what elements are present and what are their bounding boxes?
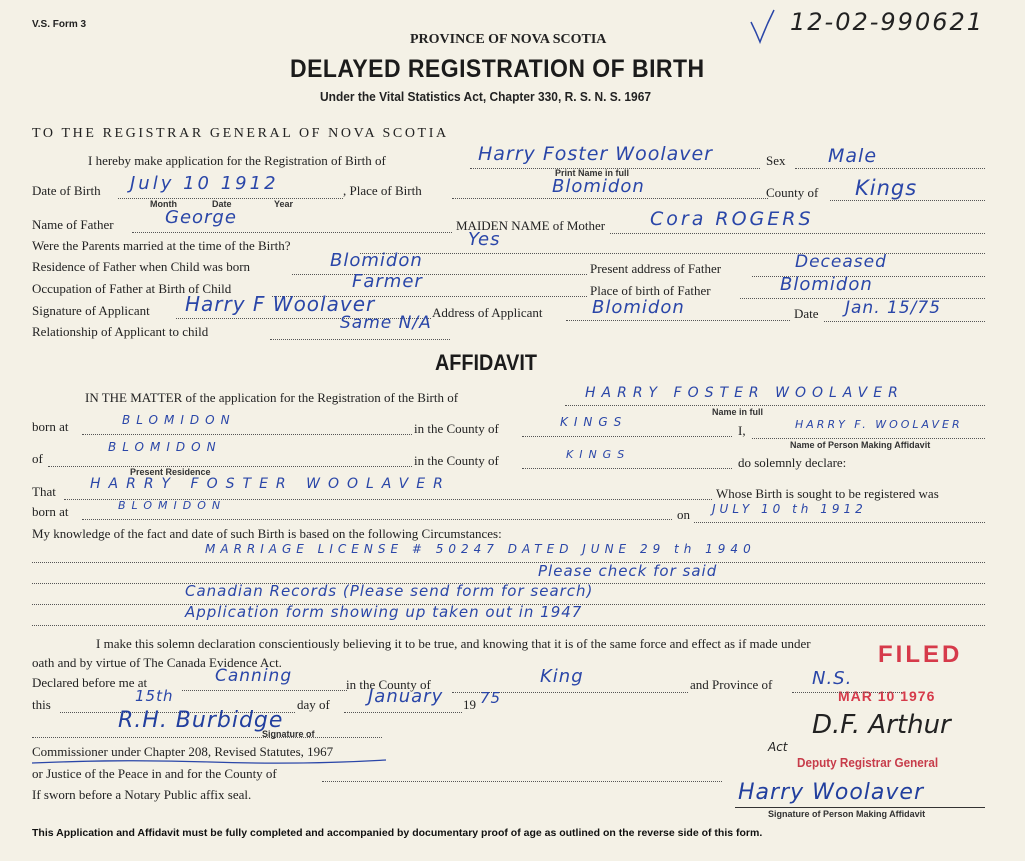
application-date-label: Date: [794, 306, 819, 321]
print-name-caption: Print Name in full: [555, 168, 630, 178]
dob-value: July 10 1912: [130, 173, 279, 194]
i-label: I,: [738, 423, 746, 438]
declared-month-value: January: [368, 686, 444, 707]
deputy-registrar-signature: D.F. Arthur: [812, 710, 951, 740]
province-heading: PROVINCE OF NOVA SCOTIA: [410, 32, 607, 47]
subject-name: HARRY FOSTER WOOLAVER: [585, 385, 904, 401]
affiant-name: HARRY F. WOOLAVER: [795, 418, 963, 431]
born-at-label: born at: [32, 419, 69, 434]
declared-county-value: King: [540, 666, 584, 687]
born-at-value-2: BLOMIDON: [118, 499, 227, 512]
born-at-value: BLOMIDON: [122, 413, 236, 427]
father-residence-value: Blomidon: [330, 250, 423, 271]
on-value: JULY 10 th 1912: [712, 502, 867, 516]
deputy-registrar-stamp: Deputy Registrar General: [797, 755, 939, 770]
date-caption: Date: [212, 199, 232, 209]
applicant-address-value: Blomidon: [592, 297, 685, 318]
solemn-declaration-line-1: I make this solemn declaration conscientiously believing it to be true, and knowing that it is of the same force and effect as if made under: [96, 636, 811, 651]
declared-place-value: Canning: [215, 666, 293, 686]
of-label: of: [32, 451, 43, 466]
present-residence-caption: Present Residence: [130, 467, 211, 477]
form-number: V.S. Form 3: [32, 19, 87, 30]
mother-maiden-label: MAIDEN NAME of Mother: [456, 218, 606, 233]
circumstance-line-1: MARRIAGE LICENSE # 50247 DATED JUNE 29 th 1940: [205, 542, 756, 556]
matter-text: IN THE MATTER of the application for the Registration of the Birth of: [85, 390, 459, 405]
year-caption: Year: [274, 199, 294, 209]
mother-maiden-value: Cora ROGERS: [650, 208, 814, 230]
place-of-birth-label: , Place of Birth: [343, 183, 422, 198]
affiant-signature-caption: Signature of Person Making Affidavit: [768, 809, 926, 819]
circumstance-line-4: Application form showing up taken out in 1947: [185, 603, 583, 621]
parents-married-value: Yes: [468, 229, 501, 250]
relationship-value: Same N/A: [340, 313, 432, 333]
in-county-label-2: in the County of: [414, 453, 499, 468]
registration-number: 12-02-990621: [790, 8, 985, 36]
in-county-label: in the County of: [414, 421, 499, 436]
circumstance-line-2: Please check for said: [538, 562, 718, 580]
applicant-signature: Harry F Woolaver: [185, 292, 376, 316]
filed-date-stamp: MAR 10 1976: [838, 688, 936, 704]
whose-birth-label: Whose Birth is sought to be registered was: [716, 486, 939, 501]
applicant-address-label: Address of Applicant: [432, 305, 543, 320]
on-label: on: [677, 507, 690, 522]
notary-label: If sworn before a Notary Public affix seal.: [32, 787, 252, 802]
sex-label: Sex: [766, 153, 786, 168]
father-name-value: George: [165, 207, 237, 228]
relationship-label: Relationship of Applicant to child: [32, 324, 209, 339]
month-caption: Month: [150, 199, 177, 209]
present-residence-value: BLOMIDON: [108, 440, 222, 454]
name-in-full-caption: Name in full: [712, 407, 764, 417]
application-date-value: Jan. 15/75: [845, 298, 942, 318]
justice-label: or Justice of the Peace in and for the County of: [32, 766, 277, 781]
day-of-label: day of: [297, 697, 330, 712]
county-label: County of: [766, 185, 819, 200]
present-address-label: Present address of Father: [590, 261, 722, 276]
applicant-signature-label: Signature of Applicant: [32, 303, 150, 318]
affiant-name-caption: Name of Person Making Affidavit: [790, 440, 931, 450]
present-address-value: Deceased: [795, 252, 887, 272]
deputy-registrar-initials: Act: [768, 740, 788, 754]
year-prefix: 19: [463, 697, 476, 712]
form-title: DELAYED REGISTRATION OF BIRTH: [290, 55, 705, 83]
declare-label: do solemnly declare:: [738, 455, 847, 470]
commissioner-label: Commissioner under Chapter 208, Revised Statutes, 1967: [32, 744, 334, 759]
father-occupation-value: Farmer: [352, 271, 423, 292]
declared-label: Declared before me at: [32, 675, 148, 690]
declared-day-value: 15th: [135, 687, 174, 705]
residence-county-value: KINGS: [566, 448, 631, 461]
check-mark-icon: [748, 8, 778, 48]
father-birthplace-label: Place of birth of Father: [590, 283, 711, 298]
circumstance-line-3: Canadian Records (Please send form for search): [185, 582, 594, 600]
in-county-label-3: in the County of: [346, 677, 431, 692]
father-residence-label: Residence of Father when Child was born: [32, 259, 251, 274]
application-intro: I hereby make application for the Registration of Birth of: [88, 153, 386, 168]
county-value: Kings: [855, 176, 918, 200]
that-label: That: [32, 484, 56, 499]
declared-year-value: 75: [480, 689, 502, 707]
that-value: HARRY FOSTER WOOLAVER: [90, 476, 451, 492]
father-birthplace-value: Blomidon: [780, 274, 873, 295]
solemn-declaration-line-2: oath and by virtue of The Canada Evidence Act.: [32, 655, 282, 670]
father-occupation-label: Occupation of Father at Birth of Child: [32, 281, 232, 296]
form-subtitle: Under the Vital Statistics Act, Chapter 330, R. S. N. S. 1967: [320, 89, 652, 104]
father-name-label: Name of Father: [32, 217, 114, 232]
commissioner-signature: R.H. Burbidge: [118, 708, 284, 733]
footer-notice: This Application and Affidavit must be fully completed and accompanied by documentary proof of age as outlined on the reverse side of this form.: [32, 827, 763, 839]
parents-married-label: Were the Parents married at the time of the Birth?: [32, 238, 291, 253]
signature-of-caption: Signature of: [262, 729, 315, 739]
born-county-value: KINGS: [560, 415, 628, 429]
affiant-signature: Harry Woolaver: [738, 780, 924, 805]
registrar-line: TO THE REGISTRAR GENERAL OF NOVA SCOTIA: [32, 126, 449, 141]
this-label: this: [32, 697, 51, 712]
born-at-label-2: born at: [32, 504, 69, 519]
affidavit-heading: AFFIDAVIT: [435, 350, 537, 375]
province-label: and Province of: [690, 677, 773, 692]
filed-stamp: FILED: [878, 641, 963, 668]
dob-label: Date of Birth: [32, 183, 101, 198]
knowledge-label: My knowledge of the fact and date of such Birth is based on the following Circumstances:: [32, 526, 502, 541]
place-of-birth-value: Blomidon: [552, 176, 645, 197]
declared-province-value: N.S.: [812, 668, 853, 689]
child-name: Harry Foster Woolaver: [478, 143, 713, 165]
sex-value: Male: [828, 145, 878, 167]
